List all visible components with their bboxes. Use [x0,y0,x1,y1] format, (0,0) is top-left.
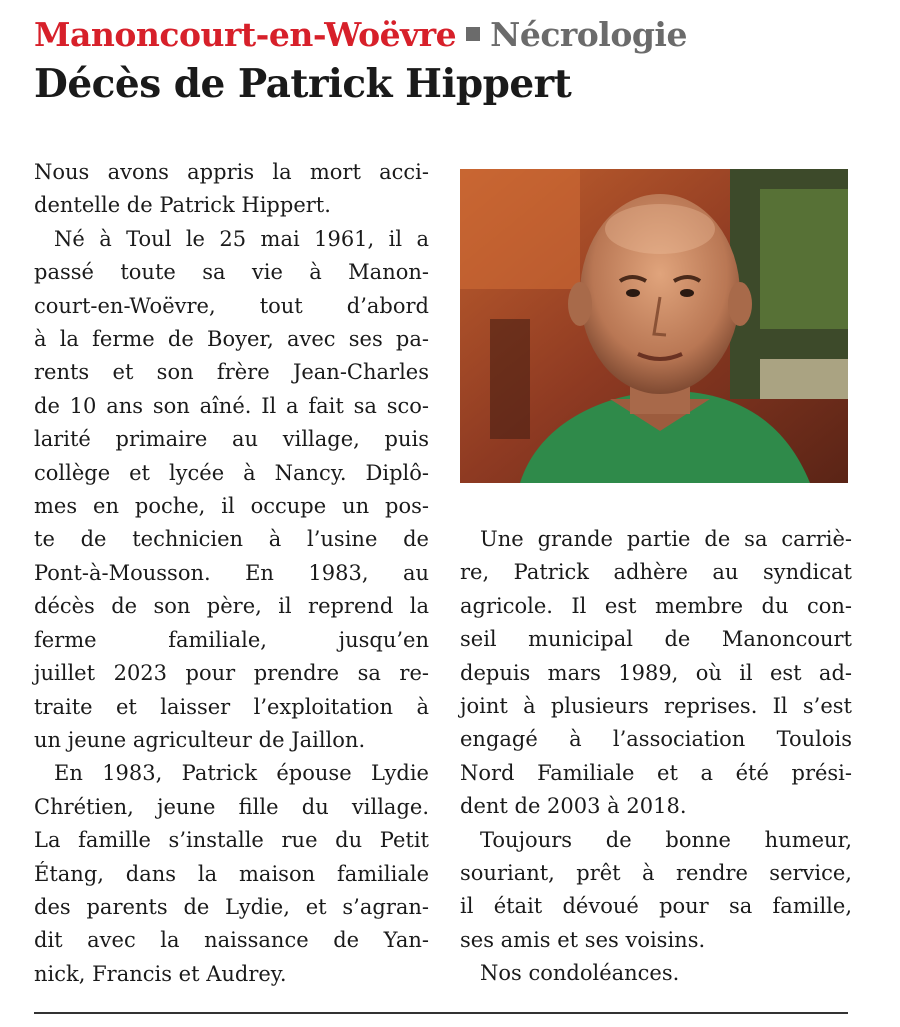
text-line: à la ferme de Boyer, avec ses pa- [34,327,429,352]
paragraph-3 [34,757,429,991]
article-column-left [34,156,429,991]
bottom-divider [34,1012,848,1014]
text-line: Nous avons appris la mort acci- [34,160,429,184]
text-line: nick, Francis et Audrey. [34,961,287,986]
text-line: un jeune agriculteur de Jaillon. [34,727,366,752]
text-line: court-en-Woëvre, tout d’abord [34,293,429,318]
text-line: agricole. Il est membre du con- [460,593,852,618]
text-line: rents et son frère Jean-Charles [34,360,429,385]
text-line: larité primaire au village, puis [34,427,429,452]
text-line: il était dévoué pour sa famille, [460,894,852,919]
portrait-photo [460,169,848,483]
article-column-right [460,523,852,991]
kicker-separator-square [466,27,480,41]
text-line: Nord Familiale et a été prési- [460,760,852,785]
text-line: re, Patrick adhère au syndicat [460,560,852,585]
text-line: dent de 2003 à 2018. [460,794,687,819]
text-line: Nos condoléances. [480,961,680,986]
article-kicker [34,12,687,58]
kicker-place: Manoncourt-en-Woëvre [34,15,457,54]
text-line: Une grande partie de sa carriè- [480,527,852,551]
portrait-illustration [460,169,848,483]
text-line: ses amis et ses voisins. [460,927,706,952]
text-line: En 1983, Patrick épouse Lydie [54,761,429,786]
text-line: Pont-à-Mousson. En 1983, au [34,560,429,585]
text-line: ferme familiale, jusqu’en [34,627,429,652]
paragraph-2 [34,223,429,758]
text-line: te de technicien à l’usine de [34,527,429,552]
text-line: passé toute sa vie à Manon- [34,260,429,285]
text-line: décès de son père, il reprend la [34,594,429,619]
paragraph-5 [460,824,852,958]
paragraph-1 [34,156,429,223]
text-line: Chrétien, jeune fille du village. [34,794,429,819]
text-line: depuis mars 1989, où il est ad- [460,660,852,685]
text-line: Toujours de bonne humeur, [480,827,852,852]
paragraph-6 [460,957,852,990]
text-line: dentelle de Patrick Hippert. [34,193,331,218]
text-line: seil municipal de Manoncourt [460,627,852,652]
text-line: collège et lycée à Nancy. Diplô- [34,460,429,485]
text-line: de 10 ans son aîné. Il a fait sa sco- [34,393,429,418]
text-line: engagé à l’association Toulois [460,727,852,752]
text-line: juillet 2023 pour prendre sa re- [34,661,429,686]
text-line: mes en poche, il occupe un pos- [34,494,429,519]
text-line: joint à plusieurs reprises. Il s’est [460,694,852,719]
kicker-section: Nécrologie [490,15,687,54]
article-headline: Décès de Patrick Hippert [34,61,572,107]
text-line: des parents de Lydie, et s’agran- [34,894,429,919]
text-line: La famille s’installe rue du Petit [34,828,429,853]
text-line: souriant, prêt à rendre service, [460,861,852,886]
text-line: Né à Toul le 25 mai 1961, il a [54,226,429,251]
paragraph-4 [460,523,852,824]
text-line: dit avec la naissance de Yan- [34,928,429,953]
text-line: traite et laisser l’exploitation à [34,694,429,719]
text-line: Étang, dans la maison familiale [34,861,429,886]
